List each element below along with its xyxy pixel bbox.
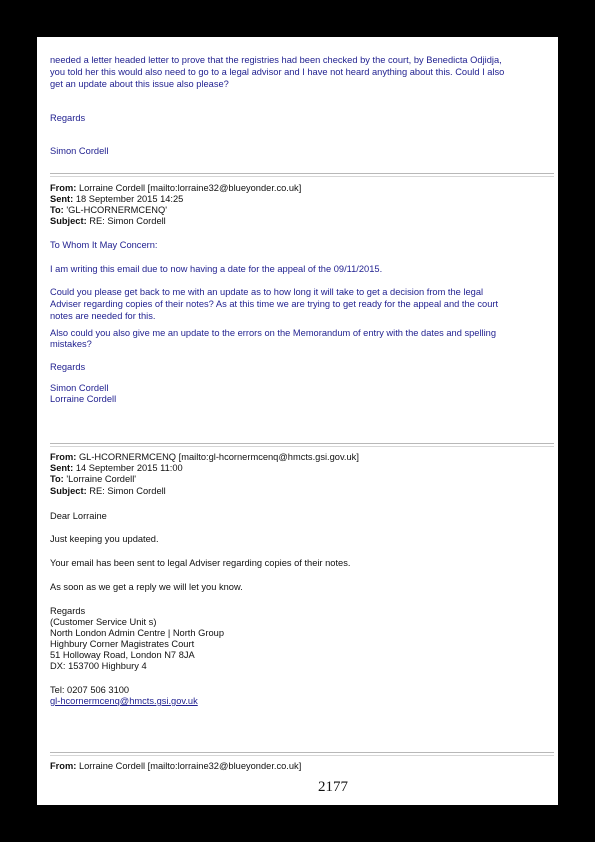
- signature-line: North London Admin Centre | North Group: [50, 628, 224, 638]
- body-line: Your email has been sent to legal Adviser regarding copies of their notes.: [50, 558, 351, 568]
- signature-line: Highbury Corner Magistrates Court: [50, 639, 195, 649]
- divider: [50, 446, 554, 447]
- body-line: mistakes?: [50, 339, 92, 349]
- signature-line: 51 Holloway Road, London N7 8JA: [50, 650, 195, 660]
- divider: [50, 755, 554, 756]
- body-line: Also could you also give me an update to the errors on the Memorandum of entry with the dates and spelling: [50, 328, 496, 338]
- body-line: you told her this would also need to go to a legal advisor and I have not heard anything about this. Could I also: [50, 67, 505, 77]
- regards-text: Regards: [50, 606, 86, 616]
- divider: [50, 443, 554, 444]
- divider: [50, 173, 554, 174]
- body-line: Just keeping you updated.: [50, 534, 159, 544]
- from-line: From: GL-HCORNERMCENQ [mailto:gl-hcornermcenq@hmcts.gsi.gov.uk]: [50, 452, 359, 462]
- divider: [50, 176, 554, 177]
- signature-line: DX: 153700 Highbury 4: [50, 661, 147, 671]
- signature-name: Simon Cordell: [50, 383, 109, 393]
- email-link[interactable]: gl-hcornermcenq@hmcts.gsi.gov.uk: [50, 696, 198, 706]
- body-line: As soon as we get a reply we will let you know.: [50, 582, 243, 592]
- body-line: get an update about this issue also please?: [50, 79, 229, 89]
- salutation: Dear Lorraine: [50, 511, 107, 521]
- document-page: [37, 37, 558, 805]
- to-line: To: 'GL-HCORNERMCENQ': [50, 205, 168, 215]
- subject-line: Subject: RE: Simon Cordell: [50, 486, 166, 496]
- divider: [50, 752, 554, 753]
- signature-line: (Customer Service Unit s): [50, 617, 157, 627]
- salutation: To Whom It May Concern:: [50, 240, 158, 250]
- from-line: From: Lorraine Cordell [mailto:lorraine32@blueyonder.co.uk]: [50, 183, 302, 193]
- regards-text: Regards: [50, 113, 86, 123]
- sent-line: Sent: 18 September 2015 14:25: [50, 194, 184, 204]
- signature-name: Simon Cordell: [50, 146, 109, 156]
- body-line: notes are needed for this.: [50, 311, 156, 321]
- sent-line: Sent: 14 September 2015 11:00: [50, 463, 183, 473]
- to-line: To: 'Lorraine Cordell': [50, 474, 137, 484]
- from-line: From: Lorraine Cordell [mailto:lorraine32@blueyonder.co.uk]: [50, 761, 302, 771]
- body-line: needed a letter headed letter to prove that the registries had been checked by the court, by Benedicta Odjidja,: [50, 55, 502, 65]
- regards-text: Regards: [50, 362, 86, 372]
- telephone-line: Tel: 0207 506 3100: [50, 685, 130, 695]
- body-line: I am writing this email due to now having a date for the appeal of the 09/11/2015.: [50, 264, 383, 274]
- page-number: 2177: [318, 779, 348, 795]
- signature-name: Lorraine Cordell: [50, 394, 117, 404]
- body-line: Could you please get back to me with an update as to how long it will take to get a decision from the legal: [50, 287, 484, 297]
- body-line: Adviser regarding copies of their notes? As at this time we are trying to get ready for the appeal and the court: [50, 299, 499, 309]
- subject-line: Subject: RE: Simon Cordell: [50, 216, 166, 226]
